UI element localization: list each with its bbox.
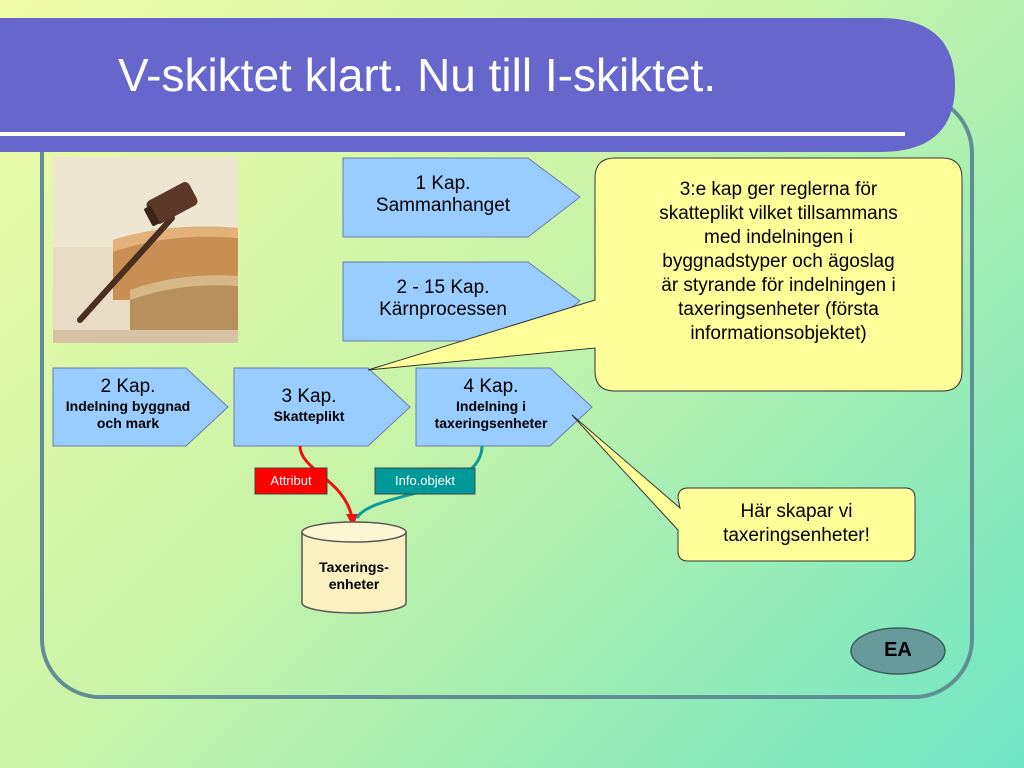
chevron-kap2-line1: 2 Kap. (100, 376, 156, 397)
callout-main-line: taxeringsenheter (första (678, 299, 879, 320)
callout-main-line: informationsobjektet) (690, 323, 867, 344)
chevron-kap1-line2: Sammanhanget (375, 195, 511, 216)
chevron-kap4-line1: 4 Kap. (463, 376, 519, 397)
database-label-line1: Taxerings- (319, 559, 389, 575)
chevron-kap2-text (48, 376, 208, 432)
chevron-kap4-line2: Indelning i (456, 398, 526, 414)
callout-main-line: med indelningen i (704, 227, 853, 248)
chevron-kap4-text (416, 376, 566, 432)
chevron-kap2-line2: Indelning byggnad (65, 398, 191, 414)
chevron-kap1-line1: 1 Kap. (415, 173, 471, 194)
chevron-kap3-line2: Skatteplikt (273, 408, 345, 424)
attribut-tag: Attribut (270, 473, 312, 488)
chevron-kap4-line3: taxeringsenheter (434, 415, 548, 431)
gavel-books-image (53, 157, 238, 343)
chevron-kap3-text (234, 386, 384, 425)
callout-main-line: skatteplikt vilket tillsammans (659, 203, 898, 224)
database-label-line2: enheter (328, 576, 380, 592)
chevron-kap2-15-line2: Kärnprocessen (379, 299, 507, 320)
callout-main-line: 3:e kap ger reglerna för (679, 179, 878, 200)
callout-main-line: är styrande för indelningen i (661, 275, 896, 296)
callout-main-line: byggnadstyper och ägoslag (662, 251, 895, 272)
page-title: V-skiktet klart. Nu till I-skiktet. (118, 49, 717, 101)
callout-small-line: Här skapar vi (740, 501, 853, 522)
database-label (302, 559, 406, 593)
ea-badge[interactable]: EA (884, 639, 912, 661)
info-objekt-tag: Info.objekt (395, 473, 455, 488)
callout-small-line: taxeringsenheter! (723, 525, 870, 546)
chevron-kap2-line3: och mark (96, 415, 160, 431)
chevron-kap2-15-line1: 2 - 15 Kap. (396, 277, 490, 298)
chevron-kap1-text (343, 173, 543, 217)
chevron-kap2-15-text (343, 277, 543, 321)
callout-main-text (597, 178, 960, 346)
chevron-kap3-line1: 3 Kap. (281, 386, 337, 407)
callout-small-text (680, 500, 913, 548)
